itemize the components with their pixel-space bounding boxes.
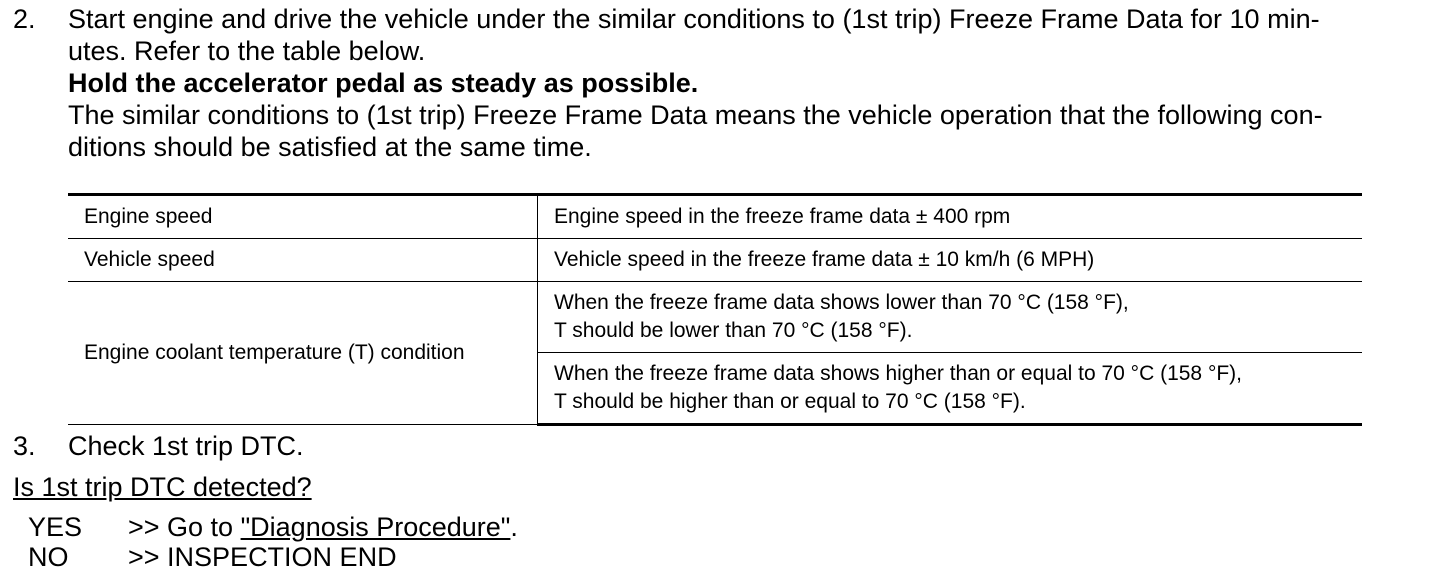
table-row xyxy=(68,195,1362,239)
coolant-low-line-1: When the freeze frame data shows lower than 70 °C (158 °F), xyxy=(554,291,1129,314)
table-cell-value xyxy=(538,353,1363,425)
table-row xyxy=(68,282,1362,353)
step-2-bold-instruction: Hold the accelerator pedal as steady as possible. xyxy=(68,68,699,98)
step-2-text-line-1: Start engine and drive the vehicle under the similar conditions to (1st trip) Freeze Frame Data for 10 min- xyxy=(68,4,1320,34)
coolant-low-line-2: T should be lower than 70 °C (158 °F). xyxy=(554,319,913,342)
table-cell-label: Engine coolant temperature (T) condition xyxy=(68,282,538,425)
answer-yes-prefix: >> Go to xyxy=(128,512,241,542)
step-2-body xyxy=(68,3,1418,163)
step-2-text-line-2: utes. Refer to the table below. xyxy=(68,36,426,66)
answer-no-key: NO xyxy=(28,542,69,572)
answer-no xyxy=(28,541,397,573)
step-2-text-line-3: The similar conditions to (1st trip) Freeze Frame Data means the vehicle operation that the following con- xyxy=(68,100,1323,130)
answer-yes-suffix: . xyxy=(510,512,518,542)
answer-yes xyxy=(28,511,518,543)
step-2-number: 2. xyxy=(13,4,36,34)
step-3-text: Check 1st trip DTC. xyxy=(68,431,304,461)
coolant-high-line-1: When the freeze frame data shows higher than or equal to 70 °C (158 °F), xyxy=(554,362,1242,385)
question-heading: Is 1st trip DTC detected? xyxy=(13,472,312,502)
table-cell-label: Vehicle speed xyxy=(68,239,538,282)
answer-yes-key: YES xyxy=(28,512,83,542)
conditions-table xyxy=(68,193,1362,426)
table-row xyxy=(68,239,1362,282)
answer-no-text: >> INSPECTION END xyxy=(128,542,397,572)
coolant-high-line-2: T should be higher than or equal to 70 °C (158 °F). xyxy=(554,390,1026,413)
step-3-number: 3. xyxy=(13,431,36,461)
table-cell-label: Engine speed xyxy=(68,195,538,239)
table-cell-value: Vehicle speed in the freeze frame data ± 10 km/h (6 MPH) xyxy=(538,239,1363,282)
table-cell-value: Engine speed in the freeze frame data ± 400 rpm xyxy=(538,195,1363,239)
step-2-text-line-4: ditions should be satisfied at the same time. xyxy=(68,132,592,162)
diagnosis-procedure-link[interactable]: "Diagnosis Procedure" xyxy=(240,512,511,542)
table-cell-value xyxy=(538,282,1363,353)
